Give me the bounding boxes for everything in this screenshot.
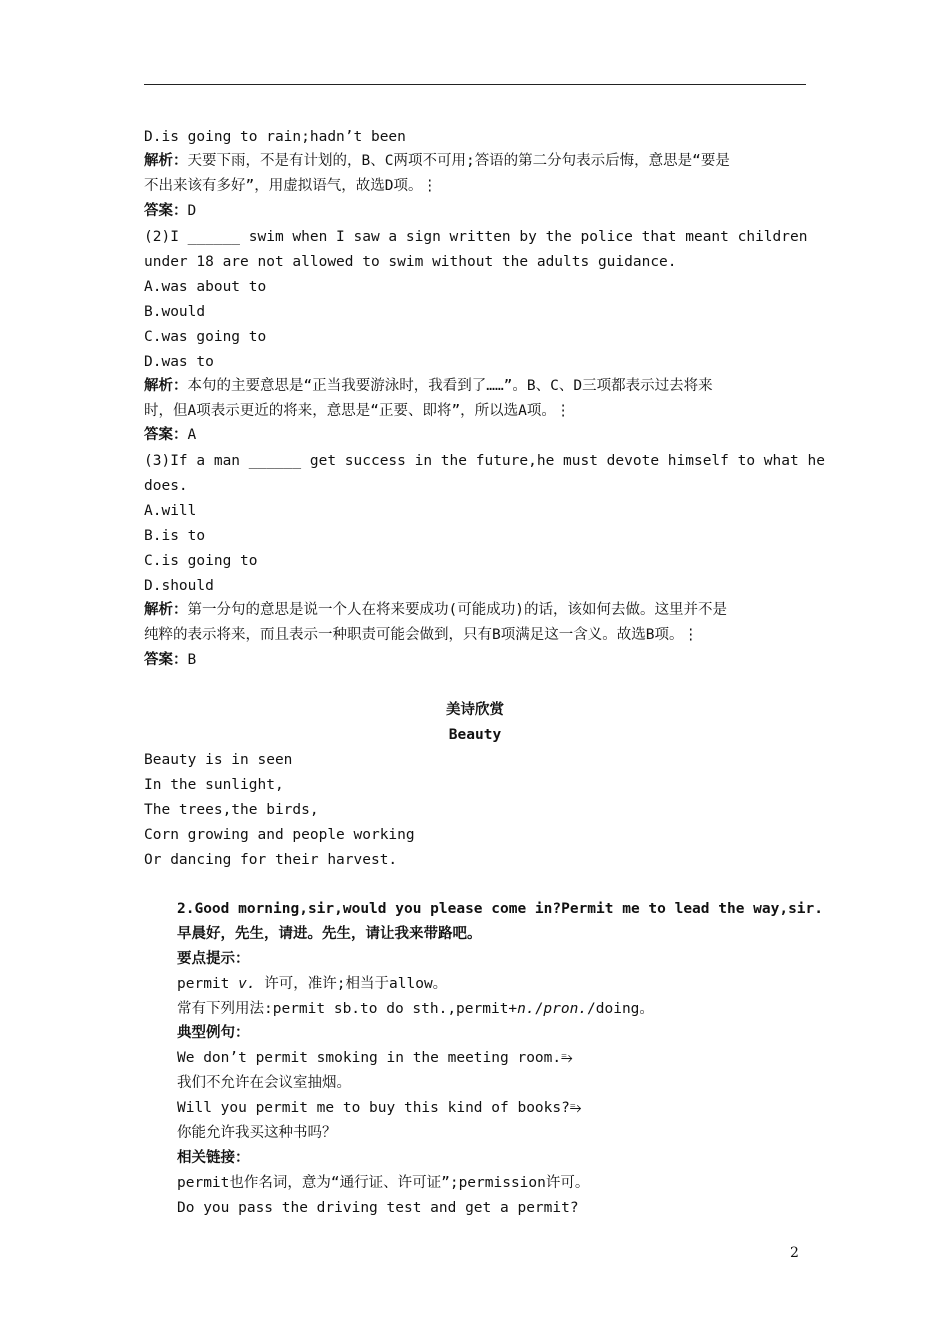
usage-sep: /	[534, 1001, 544, 1017]
answer-line	[144, 423, 806, 448]
analysis-line: 时，但A项表示更近的将来，意思是“正要、即将”，所以选A项。⋮	[144, 403, 571, 419]
analysis-text: 第一分句的意思是说一个人在将来要成功(可能成功)的话，该如何去做。这里并不是	[187, 602, 727, 618]
poem-line: Corn growing and people working	[144, 827, 415, 843]
answer-value: A	[187, 427, 197, 443]
usage-line	[177, 997, 806, 1022]
poem-line: In the sunlight,	[144, 777, 284, 793]
usage-pron: pron.	[543, 1001, 588, 1017]
poem-line: Or dancing for their harvest.	[144, 852, 398, 868]
poem-line: Beauty is in seen	[144, 752, 293, 768]
page-number: 2	[790, 1245, 799, 1261]
option-c: C.is going to	[144, 553, 258, 569]
link-line: permit也作名词，意为“通行证、许可证”;permission许可。	[177, 1175, 590, 1191]
poem-line: The trees,the birds,	[144, 802, 319, 818]
answer-label: 答案：	[144, 203, 188, 219]
section-title: 美诗欣赏	[446, 702, 504, 718]
question-stem: does.	[144, 478, 188, 494]
option-c: C.was going to	[144, 329, 267, 345]
option-d: D.should	[144, 578, 214, 594]
analysis-line: 不出来该有多好”，用虚拟语气，故选D项。⋮	[144, 178, 437, 194]
def-pos: v.	[238, 976, 256, 992]
option-b: B.would	[144, 304, 206, 320]
analysis-text: 天要下雨，不是有计划的，B、C两项不可用;答语的第二分句表示后悔，意思是“要是	[187, 153, 730, 169]
usage-pre: 常有下列用法:permit sb.to do sth.,permit+	[177, 1001, 518, 1017]
examples-label: 典型例句：	[177, 1025, 250, 1041]
usage-noun: n.	[517, 1001, 535, 1017]
answer-value: B	[187, 652, 197, 668]
option-d: D.was to	[144, 354, 214, 370]
option-a: A.was about to	[144, 279, 267, 295]
key-points-label: 要点提示：	[177, 951, 250, 967]
analysis-line	[144, 149, 806, 174]
option-d: D.is going to rain;hadn’t been	[144, 129, 406, 145]
link-line: Do you pass the driving test and get a permit?	[177, 1200, 579, 1216]
answer-label: 答案：	[144, 652, 188, 668]
usage-post: /doing。	[587, 1001, 654, 1017]
analysis-text: 本句的主要意思是“正当我要游泳时，我看到了……”。B、C、D三项都表示过去将来	[187, 378, 713, 394]
option-b: B.is to	[144, 528, 206, 544]
def-meaning: 许可，准许;相当于allow。	[255, 976, 448, 992]
answer-line	[144, 199, 806, 224]
question-stem: (3)If a man ______ get success in the future,he must devote himself to what he	[144, 453, 825, 469]
key-sentence-zh: 早晨好，先生，请进。先生，请让我来带路吧。	[177, 926, 482, 942]
analysis-line	[144, 374, 806, 399]
example-en: Will you permit me to buy this kind of books?⥱	[177, 1100, 582, 1116]
analysis-label: 解析：	[144, 378, 188, 394]
analysis-line: 纯粹的表示将来，而且表示一种职责可能会做到，只有B项满足这一含义。故选B项。⋮	[144, 627, 698, 643]
example-en: We don’t permit smoking in the meeting room.⥱	[177, 1050, 573, 1066]
links-label: 相关链接：	[177, 1150, 250, 1166]
key-sentence-en: 2.Good morning,sir,would you please come in?Permit me to lead the way,sir.	[177, 901, 824, 917]
question-stem: under 18 are not allowed to swim without the adults guidance.	[144, 254, 677, 270]
answer-value: D	[187, 203, 197, 219]
header-rule	[144, 84, 806, 85]
def-word: permit	[177, 976, 239, 992]
answer-line	[144, 648, 806, 673]
answer-label: 答案：	[144, 427, 188, 443]
analysis-label: 解析：	[144, 153, 188, 169]
question-stem: (2)I ______ swim when I saw a sign written by the police that meant children	[144, 229, 808, 245]
analysis-line	[144, 598, 806, 623]
poem-title: Beauty	[448, 727, 502, 743]
example-zh: 我们不允许在会议室抽烟。	[177, 1075, 351, 1091]
definition-line	[177, 972, 806, 997]
analysis-label: 解析：	[144, 602, 188, 618]
option-a: A.will	[144, 503, 197, 519]
example-zh: 你能允许我买这种书吗？	[177, 1125, 337, 1141]
